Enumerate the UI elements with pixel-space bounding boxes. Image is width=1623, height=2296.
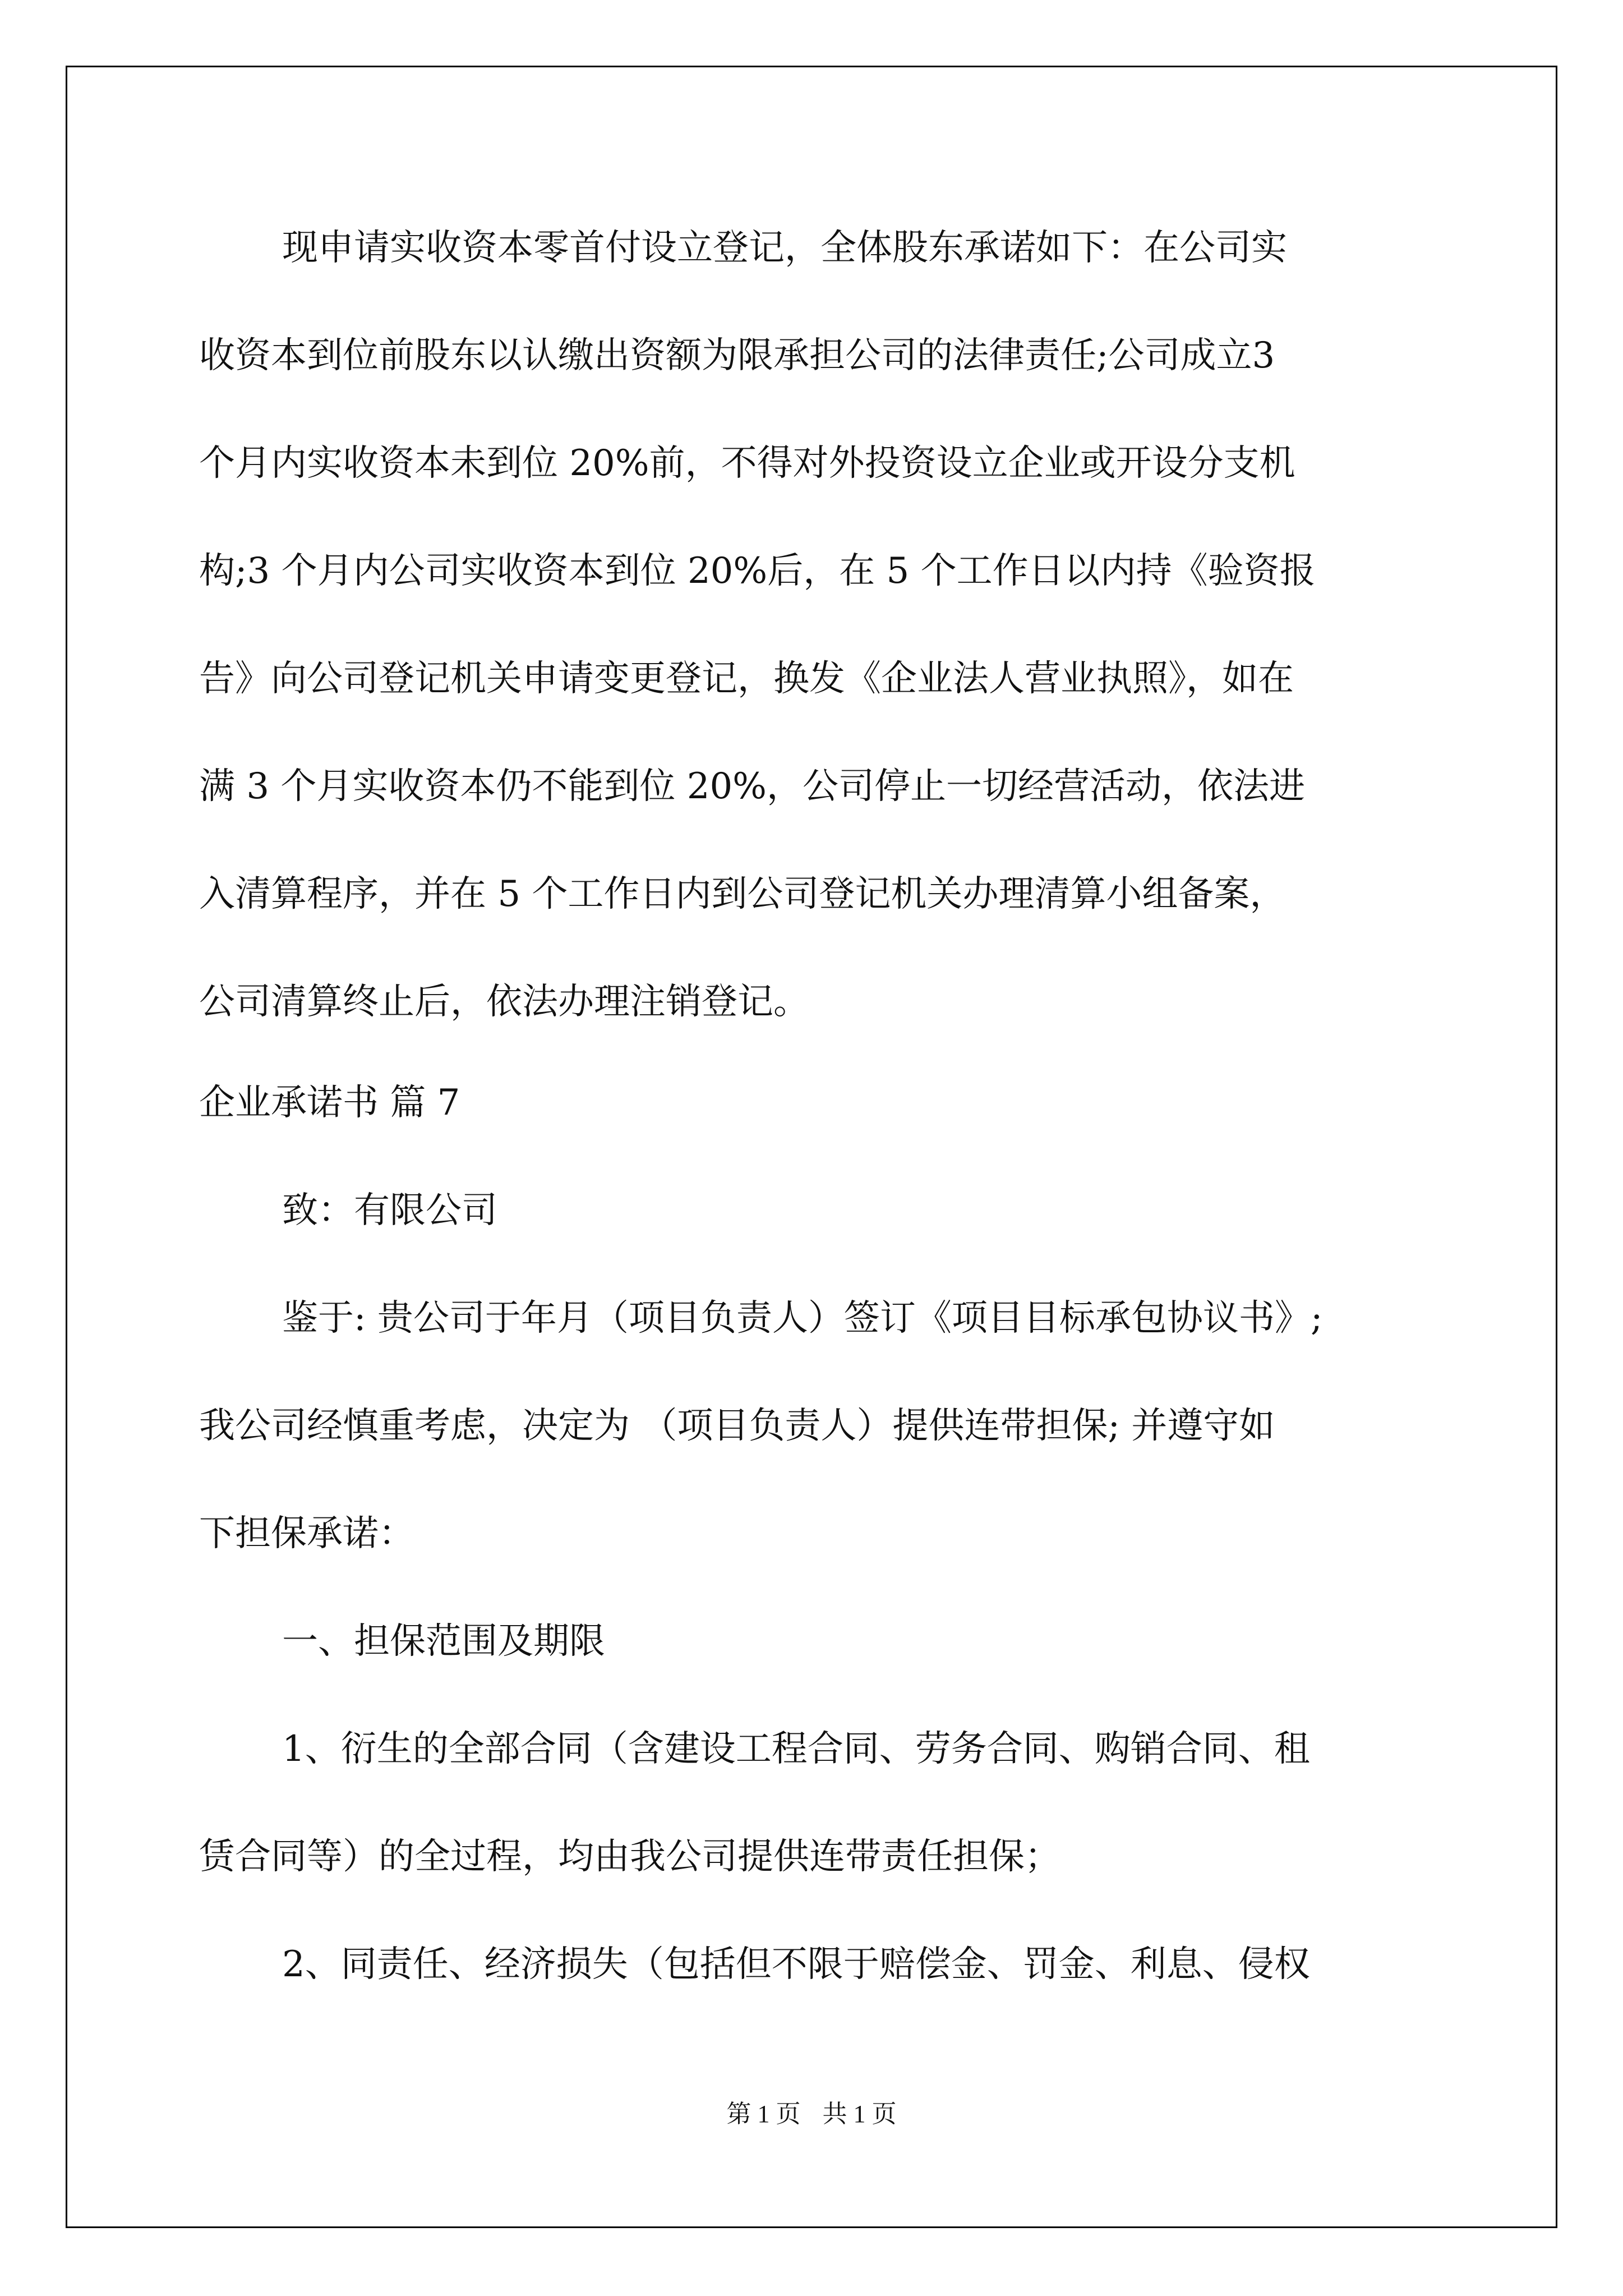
addressee-line: 致：有限公司 [282, 1190, 497, 1231]
subheading-line: 一、担保范围及期限 [282, 1621, 605, 1662]
paragraph-line: 入清算程序，并在 5 个工作日内到公司登记机关办理清算小组备案， [199, 873, 1286, 915]
paragraph-line: 公司清算终止后，依法办理注销登记。 [199, 981, 809, 1023]
section-heading: 企业承诺书 篇 7 [199, 1082, 460, 1124]
paragraph-line: 满 3 个月实收资本仍不能到位 20%，公司停止一切经营活动，依法进 [199, 766, 1305, 807]
paragraph-line: 2、同责任、经济损失（包括但不限于赔偿金、罚金、利息、侵权 [282, 1944, 1310, 1985]
page-border [66, 66, 1557, 2228]
page-footer [0, 2093, 1623, 2129]
paragraph-line: 告》向公司登记机关申请变更登记，换发《企业法人营业执照》，如在 [199, 658, 1294, 700]
paragraph-line: 赁合同等）的全过程，均由我公司提供连带责任担保； [199, 1836, 1061, 1878]
paragraph-line: 我公司经慎重考虑，决定为 （项目负责人）提供连带担保; 并遵守如 [199, 1405, 1275, 1447]
paragraph-line: 构;3 个月内公司实收资本到位 20%后，在 5 个工作日以内持《验资报 [199, 550, 1316, 592]
page-number: 第 1 页 [726, 2100, 801, 2128]
paragraph-line: 下担保承诺： [199, 1513, 414, 1554]
paragraph-line: 收资本到位前股东以认缴出资额为限承担公司的法律责任;公司成立3 [199, 335, 1275, 376]
paragraph-line: 个月内实收资本未到位 20%前，不得对外投资设立企业或开设分支机 [199, 443, 1295, 484]
paragraph-line: 鉴于: 贵公司于年月（项目负责人）签订《项目目标承包协议书》; [282, 1297, 1323, 1339]
page-total: 共 1 页 [822, 2100, 897, 2128]
paragraph-line: 现申请实收资本零首付设立登记，全体股东承诺如下：在公司实 [282, 227, 1287, 269]
paragraph-line: 1、衍生的全部合同（含建设工程合同、劳务合同、购销合同、租 [282, 1728, 1310, 1770]
